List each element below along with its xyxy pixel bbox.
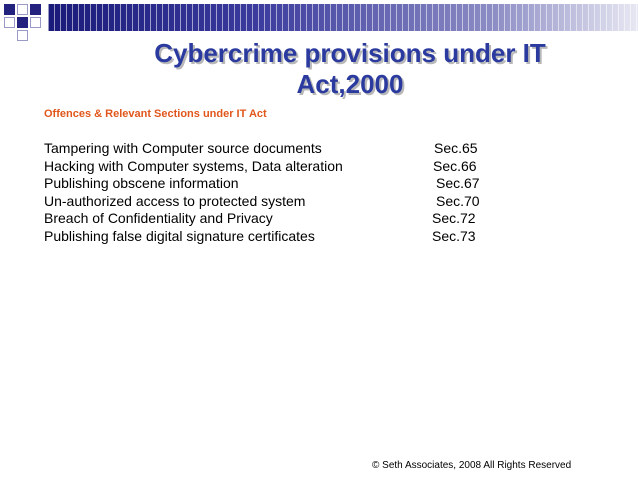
offence-row (44, 193, 504, 211)
offence-section: Sec.72 (432, 210, 476, 227)
header-gradient-bar (48, 4, 638, 31)
offence-row (44, 140, 504, 158)
offence-row (44, 175, 504, 193)
offence-section: Sec.67 (436, 175, 480, 192)
decorative-square (17, 17, 28, 28)
decorative-square (30, 17, 41, 28)
slide-subtitle: Offences & Relevant Sections under IT Act (44, 108, 267, 120)
copyright-footer: © Seth Associates, 2008 All Rights Reserved (372, 460, 572, 471)
offence-description: Breach of Confidentiality and Privacy (44, 210, 273, 227)
offence-description: Publishing obscene information (44, 175, 239, 192)
decorative-square (4, 17, 15, 28)
offence-row (44, 158, 504, 176)
header-decoration (0, 0, 638, 40)
offence-section: Sec.66 (433, 157, 477, 174)
offence-row (44, 210, 504, 228)
offence-section: Sec.65 (434, 140, 478, 156)
slide-title: Cybercrime provisions under IT Act,2000 (154, 38, 546, 99)
offence-description: Publishing false digital signature certificates (44, 227, 315, 244)
decorative-square (17, 4, 28, 15)
decorative-square (30, 4, 41, 15)
offence-description: Tampering with Computer source documents (44, 140, 322, 156)
decorative-square (4, 4, 15, 15)
offence-description: Un-authorized access to protected system (44, 192, 306, 209)
offence-section: Sec.70 (436, 192, 480, 209)
offence-section: Sec.73 (432, 227, 476, 244)
offences-table (44, 140, 504, 246)
offence-row (44, 228, 504, 246)
decorative-square (17, 30, 28, 41)
offence-description: Hacking with Computer systems, Data alteration (44, 157, 343, 174)
